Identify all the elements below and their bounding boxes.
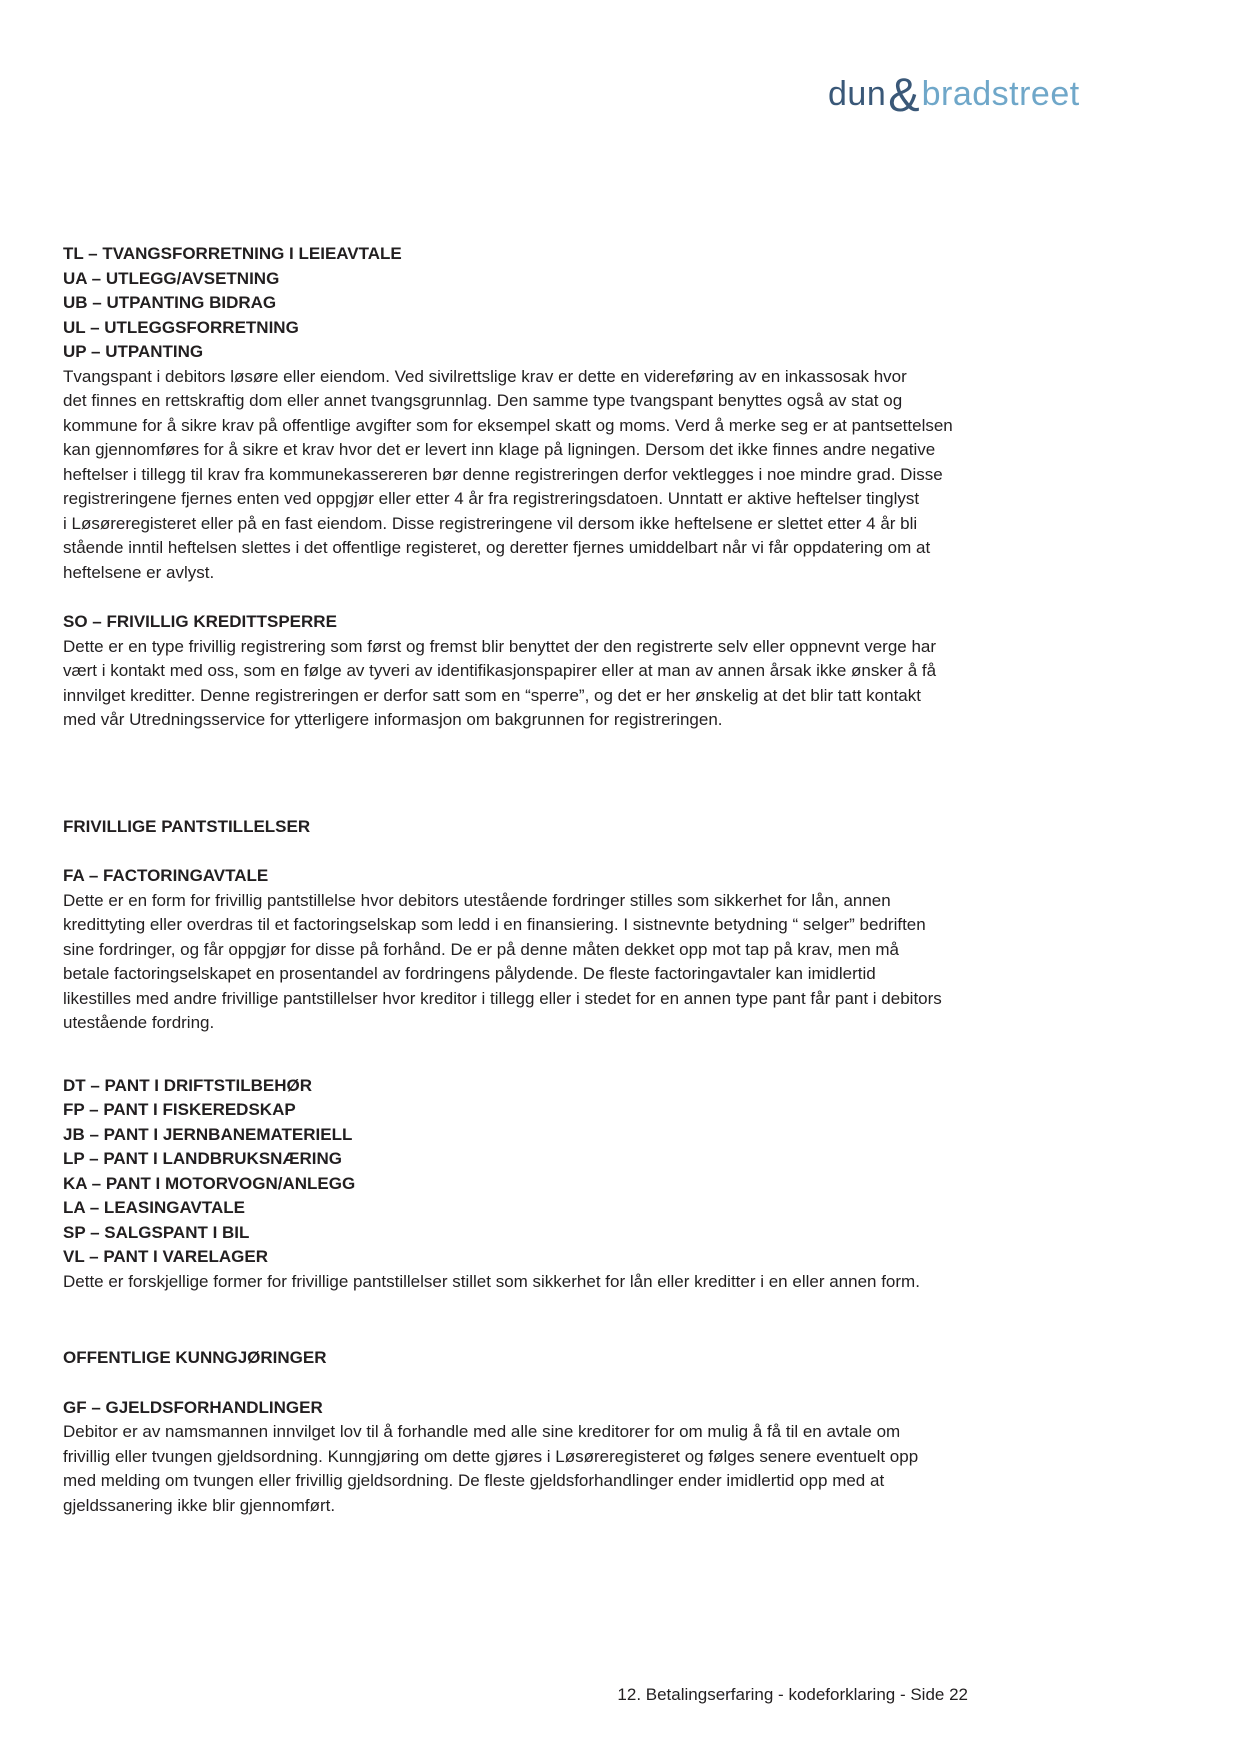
page-footer: 12. Betalingserfaring - kodeforklaring - Side 22 — [617, 1685, 968, 1704]
body-line: kredittyting eller overdras til et factoringselskap som ledd i en finansiering. I sistnevnte betydning “ selger” bedriften — [63, 915, 926, 934]
body-line: Tvangspant i debitors løsøre eller eiendom. Ved sivilrettslige krav er dette en videreføring av en inkassosak hvor — [63, 366, 907, 386]
code-heading: TL – TVANGSFORRETNING I LEIEAVTALE — [63, 244, 402, 263]
code-heading: UA – UTLEGG/AVSETNING — [63, 268, 280, 288]
body-line: Debitor er av namsmannen innvilget lov til å forhandle med alle sine kreditorer for om mulig å få til en avtale om — [63, 1422, 901, 1441]
body-line: betale factoringselskapet en prosentandel av fordringens pålydende. De fleste factoringavtaler kan imidlertid — [63, 964, 876, 983]
code-heading: FP – PANT I FISKEREDSKAP — [63, 1100, 296, 1119]
body-line: gjeldssanering ikke blir gjennomført. — [63, 1495, 336, 1515]
body-line: vært i kontakt med oss, som en følge av tyveri av identifikasjonspapirer eller at man av annen årsak ikke ønsker å få — [63, 661, 937, 680]
section-title: FRIVILLIGE PANTSTILLELSER — [63, 816, 311, 836]
section-entry-6 — [63, 1396, 1063, 1519]
section-entry-1 — [63, 610, 1063, 733]
code-heading: UL – UTLEGGSFORRETNING — [63, 317, 299, 337]
code-heading: LP – PANT I LANDBRUKSNÆRING — [63, 1149, 342, 1168]
body-line: det finnes en rettskraftig dom eller annet tvangsgrunnlag. Den samme type tvangspant benyttes også av stat og — [63, 391, 903, 410]
body-line: frivillig eller tvungen gjeldsordning. Kunngjøring om dette gjøres i Løsøreregisteret og følges senere eventuelt opp — [63, 1446, 919, 1466]
body-line: heftelser i tillegg til krav fra kommunekassereren bør denne registreringen derfor vektlegges i noe mindre grad. Disse — [63, 464, 943, 484]
logo-ampersand-icon: & — [888, 68, 920, 121]
body-line: likestilles med andre frivillige pantstillelser hvor kreditor i tillegg eller i stedet for en annen type pant får pant i debitors — [63, 988, 942, 1008]
code-heading: JB – PANT I JERNBANEMATERIELL — [63, 1124, 353, 1144]
body-line: kan gjennomføres for å sikre et krav hvor det er levert inn klage på ligningen. Dersom det ikke finnes andre negative — [63, 440, 936, 459]
code-heading: UB – UTPANTING BIDRAG — [63, 293, 277, 312]
code-heading: KA – PANT I MOTORVOGN/ANLEGG — [63, 1173, 356, 1193]
section-codes-4 — [63, 1074, 1063, 1295]
body-line: Dette er forskjellige former for frivillige pantstillelser stillet som sikkerhet for lån eller kreditter i en eller annen form. — [63, 1271, 920, 1291]
logo-text-bradstreet: bradstreet — [921, 74, 1080, 113]
body-line: registreringene fjernes enten ved oppgjør eller etter 4 år fra registreringsdatoen. Unntatt er aktive heftelser tinglyst — [63, 489, 920, 508]
body-line: sine fordringer, og får oppgjør for disse på forhånd. De er på denne måten dekket opp mot tap på krav, men må — [63, 939, 899, 959]
section-title-5 — [63, 1346, 1063, 1371]
body-line: med vår Utredningsservice for ytterligere informasjon om bakgrunnen for registreringen. — [63, 710, 723, 729]
entry-heading: GF – GJELDSFORHANDLINGER — [63, 1397, 323, 1417]
body-line: kommune for å sikre krav på offentlige avgifter som for eksempel skatt og moms. Verd å merke seg er at pantsettelsen — [63, 415, 953, 435]
body-line: i Løsøreregisteret eller på en fast eiendom. Disse registreringene vil dersom ikke heftelsene er slettet etter 4 år bli — [63, 513, 918, 533]
code-heading: DT – PANT I DRIFTSTILBEHØR — [63, 1075, 313, 1095]
code-heading: SP – SALGSPANT I BIL — [63, 1222, 250, 1242]
code-heading: UP – UTPANTING — [63, 342, 204, 361]
body-line: innvilget kreditter. Denne registreringen er derfor satt som en “sperre”, og det er her ønskelig at det blir tatt kontakt — [63, 685, 921, 705]
body-line: heftelsene er avlyst. — [63, 562, 215, 582]
entry-heading: FA – FACTORINGAVTALE — [63, 866, 269, 885]
section-title-2 — [63, 815, 1063, 840]
body-line: med melding om tvungen eller frivillig gjeldsordning. De fleste gjeldsforhandlinger ender imidlertid opp med at — [63, 1471, 885, 1490]
body-line: Dette er en type frivillig registrering som først og fremst blir benyttet der den registrerte selv eller oppnevnt verge har — [63, 636, 937, 656]
document-content — [63, 242, 1063, 1518]
body-line: utestående fordring. — [63, 1013, 215, 1032]
dun-bradstreet-logo — [828, 68, 1080, 121]
section-codes-0 — [63, 242, 1063, 585]
body-line: stående inntil heftelsen slettes i det offentlige registeret, og deretter fjernes umiddelbart når vi får oppdatering om at — [63, 538, 931, 557]
section-title: OFFENTLIGE KUNNGJØRINGER — [63, 1348, 327, 1367]
logo-text-dun: dun — [828, 74, 887, 113]
section-entry-3 — [63, 864, 1063, 1036]
code-heading: LA – LEASINGAVTALE — [63, 1198, 245, 1217]
entry-heading: SO – FRIVILLIG KREDITTSPERRE — [63, 612, 337, 631]
body-line: Dette er en form for frivillig pantstillelse hvor debitors utestående fordringer stilles som sikkerhet for lån, annen — [63, 890, 891, 910]
code-heading: VL – PANT I VARELAGER — [63, 1247, 268, 1266]
